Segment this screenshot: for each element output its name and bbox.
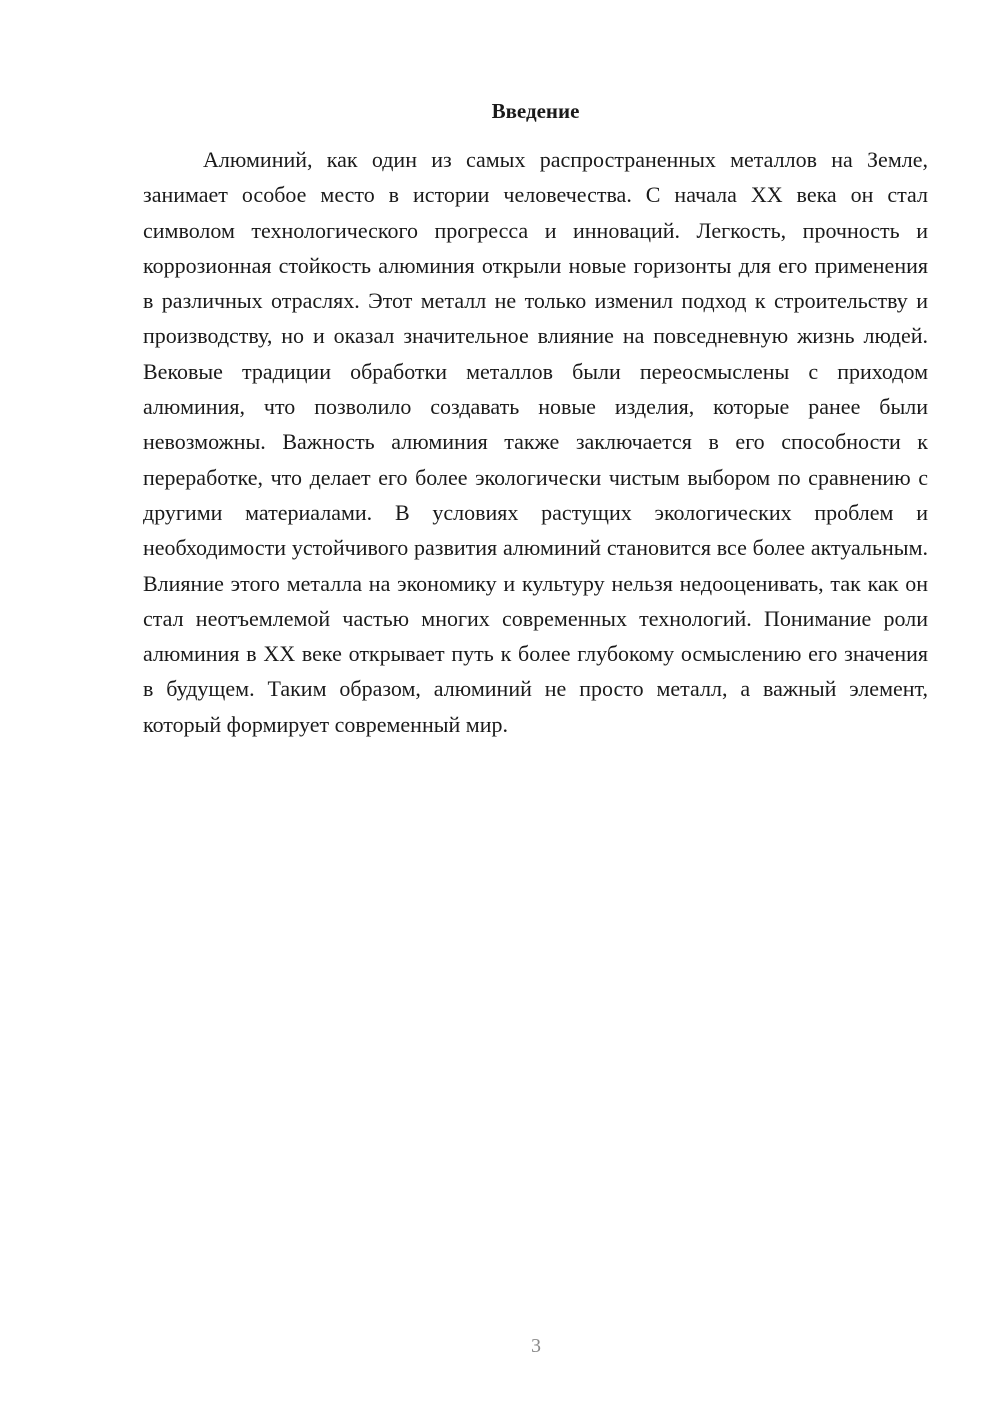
- body-paragraph: Алюминий, как один из самых распространенных металлов на Земле, занимает особое место в истории человечества. С начала XX века он стал символом технологического прогресса и инноваций. Легкость, прочность и коррозионная стойкость алюминия открыли новые горизонты для его применения в различных отраслях. Этот металл не только изменил подход к строительству и производству, но и оказал значительное влияние на повседневную жизнь людей. Вековые традиции обработки металлов были переосмыслены с приходом алюминия, что позволило создавать новые изделия, которые ранее были невозможны. Важность алюминия также заключается в его способности к переработке, что делает его более экологически чистым выбором по сравнению с другими материалами. В условиях растущих экологических проблем и необходимости устойчивого развития алюминий становится все более актуальным. Влияние этого металла на экономику и культуру нельзя недооценивать, так как он стал неотъемлемой частью многих современных технологий. Понимание роли алюминия в XX веке открывает путь к более глубокому осмыслению его значения в будущем. Таким образом, алюминий не просто металл, а важный элемент, который формирует современный мир.: [143, 147, 928, 737]
- page-number: 3: [531, 1335, 541, 1357]
- section-heading: Введение: [491, 99, 580, 123]
